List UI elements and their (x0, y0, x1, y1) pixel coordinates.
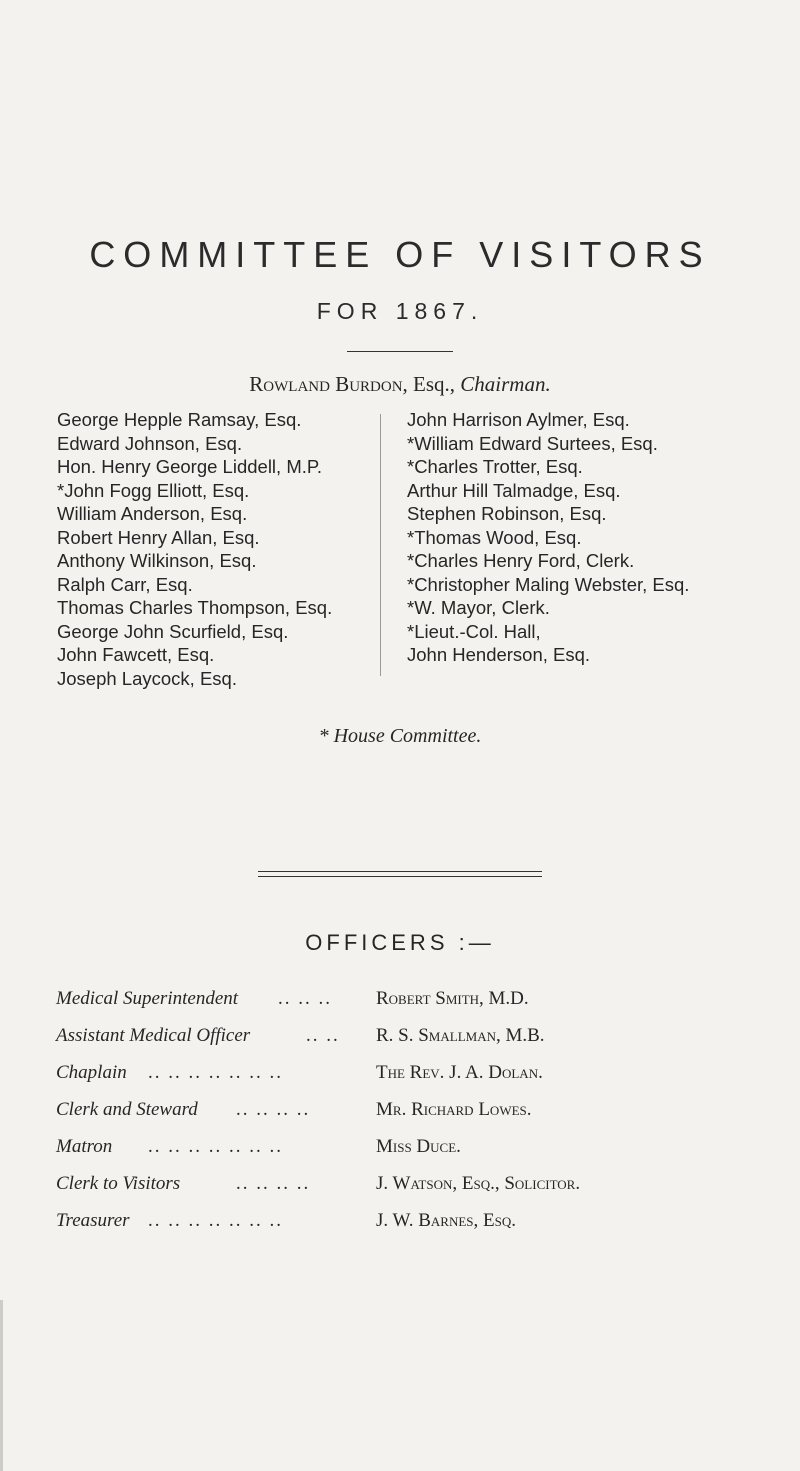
officer-row (56, 1136, 756, 1173)
officer-leader-dots: .. .. .. .. .. .. .. (148, 1136, 283, 1157)
visitor-name: Edward Johnson, Esq. (57, 432, 243, 454)
visitor-name: *Christopher Maling Webster, Esq. (407, 573, 690, 595)
officer-role: Medical Superintendent (56, 988, 239, 1009)
officer-name: J. Watson, Esq., Solicitor. (376, 1173, 581, 1194)
section-rule-bottom (258, 876, 542, 877)
visitor-name: John Fawcett, Esq. (57, 644, 215, 665)
visitor-name: Stephen Robinson, Esq. (407, 503, 607, 524)
officer-role: Clerk to Visitors (56, 1173, 181, 1194)
officer-name: R. S. Smallman, M.B. (376, 1025, 545, 1046)
chairman-line (0, 372, 800, 397)
visitor-name: Arthur Hill Talmadge, Esq. (407, 479, 621, 501)
chairman-name: Rowland Burdon (249, 372, 403, 396)
house-committee-footnote: * House Committee. (318, 725, 482, 747)
officer-row (56, 1025, 756, 1062)
officer-leader-dots: .. .. .. .. .. .. .. (148, 1062, 283, 1083)
officer-name: Robert Smith, M.D. (376, 988, 529, 1009)
chairman-suffix: , Esq., (402, 372, 461, 396)
officer-role: Clerk and Steward (56, 1099, 198, 1120)
visitors-right-column (407, 408, 689, 667)
page-edge-shadow (0, 1300, 3, 1471)
officer-role: Chaplain (56, 1062, 127, 1083)
officer-leader-dots: .. .. .. .. .. .. .. (148, 1210, 283, 1231)
visitor-name: Ralph Carr, Esq. (57, 573, 193, 595)
officer-name: J. W. Barnes, Esq. (376, 1210, 517, 1231)
visitor-name: Thomas Charles Thompson, Esq. (57, 597, 333, 618)
column-divider (380, 414, 381, 676)
visitors-left-column (57, 408, 332, 690)
officer-leader-dots: .. .. (306, 1025, 340, 1046)
visitor-name: *Thomas Wood, Esq. (407, 526, 582, 548)
officer-leader-dots: .. .. .. .. (236, 1099, 311, 1120)
visitor-name: Anthony Wilkinson, Esq. (57, 550, 257, 571)
officer-role: Assistant Medical Officer (56, 1025, 251, 1046)
visitor-name: William Anderson, Esq. (57, 503, 248, 524)
officer-row (56, 1099, 756, 1136)
visitor-name: Hon. Henry George Liddell, M.P. (57, 456, 322, 477)
visitor-name: Robert Henry Allan, Esq. (57, 526, 260, 548)
visitor-name: George Hepple Ramsay, Esq. (57, 409, 302, 430)
officer-role: Matron (56, 1136, 113, 1157)
visitor-name: John Henderson, Esq. (407, 644, 591, 665)
visitor-name: *John Fogg Elliott, Esq. (57, 479, 250, 501)
section-rule-top (258, 871, 542, 872)
officer-row (56, 1062, 756, 1099)
visitor-name: George John Scurfield, Esq. (57, 620, 289, 642)
officer-row (56, 988, 756, 1025)
officers-heading: OFFICERS :— (305, 930, 495, 955)
officer-row (56, 1210, 756, 1247)
visitor-name: *William Edward Surtees, Esq. (407, 432, 658, 454)
officers-list (56, 988, 756, 1247)
officer-row (56, 1173, 756, 1210)
visitor-name: *Charles Henry Ford, Clerk. (407, 550, 635, 571)
visitor-name: *W. Mayor, Clerk. (407, 597, 550, 618)
chairman-role: Chairman. (460, 372, 551, 396)
officer-leader-dots: .. .. .. (278, 988, 332, 1009)
visitor-name: *Lieut.-Col. Hall, (407, 620, 541, 642)
visitor-name: *Charles Trotter, Esq. (407, 456, 583, 477)
page-year: FOR 1867. (316, 298, 484, 324)
officer-role: Treasurer (56, 1210, 130, 1231)
visitor-name: John Harrison Aylmer, Esq. (407, 409, 630, 430)
officer-name: Miss Duce. (376, 1136, 461, 1157)
officer-leader-dots: .. .. .. .. (236, 1173, 311, 1194)
officer-name: The Rev. J. A. Dolan. (376, 1062, 543, 1083)
title-rule (347, 351, 453, 352)
page-title: COMMITTEE OF VISITORS (89, 234, 711, 275)
visitor-name: Joseph Laycock, Esq. (57, 667, 237, 689)
officer-name: Mr. Richard Lowes. (376, 1099, 532, 1120)
